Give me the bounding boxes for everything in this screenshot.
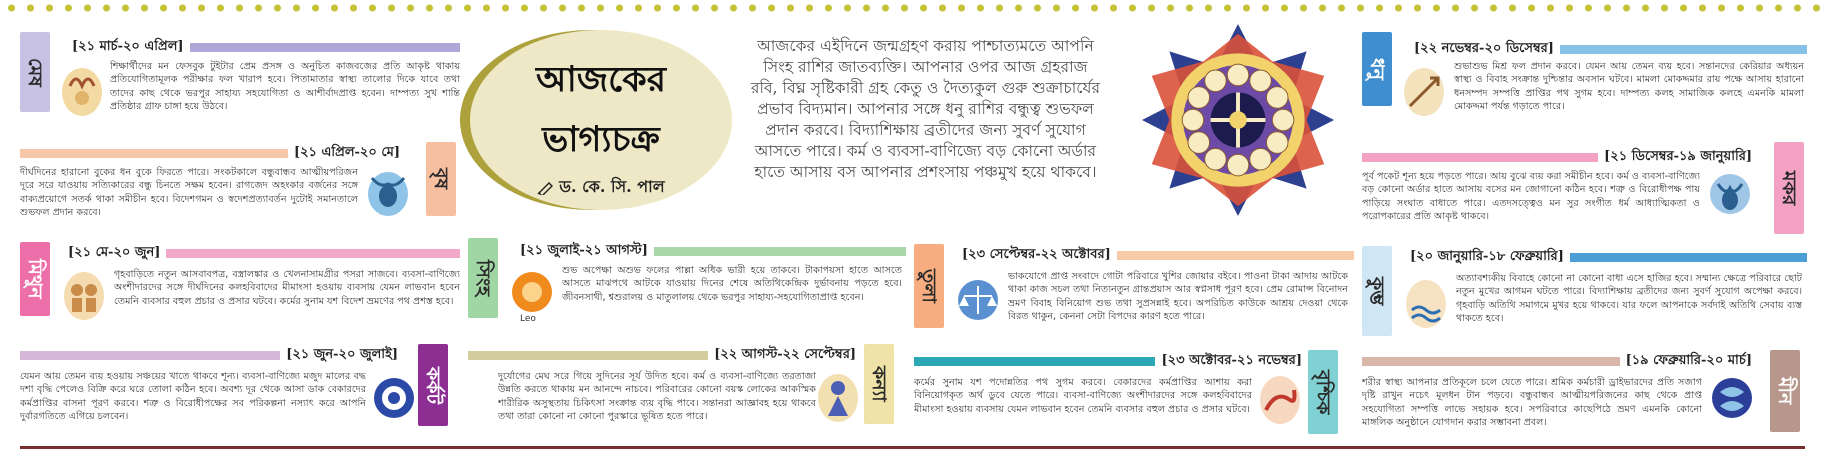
sign-block-scorpio [914, 350, 1354, 442]
twins-icon [60, 268, 108, 324]
crab-icon [370, 372, 418, 428]
sign-tab-scorpio [1308, 350, 1338, 434]
sign-header-pisces [1362, 350, 1752, 372]
sign-name-aquarius: কুম্ভ [1366, 276, 1388, 306]
forecast-text-gemini: গৃহবাড়িতে নতুন আসবাবপত্র, বস্ত্রালঙ্কার ও খেলনাসামগ্রীর পসরা সাজবে। ব্যবসা-বাণিজ্যে অংশীদারদের সঙ্গে দীর্ঘদিনের কলহবিবাদের মীমাংসা হওয়ায় ব্যবসায় যেমন লাভবান হবেন তেমনি ব্যবসার বহুল প্রচার ও প্রসার ঘটবে। কর্মের সুনাম যশ বিদেশ ভ্রমণের পথ প্রশস্ত হবে। [114, 269, 460, 307]
sign-tab-aquarius [1362, 246, 1392, 336]
date-range-cancer: [২১ জুন-২০ জুলাই] [286, 346, 398, 362]
sign-block-pisces [1362, 350, 1807, 442]
sign-tab-gemini [20, 242, 50, 316]
sign-block-sagittarius [1362, 32, 1807, 132]
sign-block-aquarius [1362, 246, 1807, 342]
zodiac-wheel-icon [1140, 22, 1336, 218]
maiden-icon [814, 370, 862, 426]
forecast-text-leo: শুভ অপেক্ষা অশুভ ফলের পাল্লা অধিক ভারী হয়ে তাকবে। টাকাপয়সা হাতে আসতে আসতে মাঝপথে আটকে যাওয়ায় দিনের শেষে অতিথিকেন্দ্রিক দুর্ভাবনায় পড়তে হবে। জীবনসাথী, শ্বশুরালয় ও মাতুলালয় থেকে ভরপুর সাহায্য-সহযোগিতাপ্রাপ্ত হবেন। [562, 265, 902, 303]
sign-block-gemini [20, 242, 460, 338]
forecast-text-pisces: শরীর স্বাস্থ্য আপনার প্রতিকূলে চলে যেতে পারে। শ্রমিক কর্মচারী ড্রাইভারদের প্রতি সজাগ দৃষ্টি রাখুন নচেৎ মূলধন টান পড়বে। বন্ধুবান্ধব আত্মীয়পরিজনের কাছ থেকে প্রাপ্ত সহযোগিতা সম্পত্তি লাভে সহায়ক হবে। সপরিবারে কাছেপিঠে ভ্রমণ এমনকি কোনো মাঙ্গলিক অনুষ্ঠানে যোগদান করার সম্ভাবনা প্রবল। [1362, 377, 1702, 428]
date-range-taurus: [২১ এপ্রিল-২০ মে] [293, 144, 400, 160]
forecast-text-aquarius: অত্যাবশ্যকীয় বিবাহে কোনো না কোনো বাধা এসে হাজির হবে। সম্মান্য ক্ষেত্রে পরিবারে ছোট নতুন মুখের আগমন ঘটতে পারে। বিদ্যাশিক্ষায় ব্রতীদের জন্য সুবর্ণ সুযোগ অপেক্ষা করবে। গৃহবাড়ি অতিথি সমাগমে মুখর হয়ে থাকবে। যার ফলে আপনাকে সর্বদাই অতিথি সেবায় ব্যস্ত থাকতে হবে। [1456, 273, 1802, 324]
forecast-text-capricorn: পূর্ব পকেট শূন্য হয়ে পড়তে পারে। আয় বুঝে ব্যয় করা সমীচীন হবে। কর্ম ও ব্যবসা-বাণিজ্যে বড় কোনো অর্ডার হাতে আসায় বসের মন জোগানো কঠিন হবে। শত্রু ও বিরোধীপক্ষ পায় পাড়িয়ে সংঘাত বাধাতে পারে। এতদসত্ত্বেও মন সুর সংগীত ধর্ম আধ্যাত্মিকতা ও পরোপকারের প্রতি আকৃষ্ট থাকবে। [1362, 171, 1700, 222]
scorpion-icon [1256, 372, 1304, 428]
sign-name-taurus: বৃষ [430, 168, 452, 190]
forecast-text-taurus: দীর্ঘদিনের হারানো বুকের ধন বুকে ফিরতে পারে। সংকটকালে বন্ধুবান্ধব আত্মীয়পরিজন দূরে সরে যাওয়ায় সত্যিকারের বন্ধু চিনতে সক্ষম হবেন। রাগজেদ অহংকার বর্জনের সঙ্গে বাক্যপ্রয়োগে সতর্ক থাকা সমীচীন হবে। বিদেশগমন ও স্বদেশপ্রত্যাবর্তন দুটোই সমানতালে শুভফল প্রদান করবে। [20, 167, 358, 218]
sign-header-virgo [468, 344, 856, 366]
sign-header-aquarius [1410, 246, 1807, 268]
forecast-text-scorpio: কর্মের সুনাম যশ পদোন্নতির পথ সুগম করবে। বেকারদের কর্মপ্রাপ্তির আশায় করা বিনিয়োগকৃত অর্থ ডুবে যেতে পারে। ব্যবসা-বাণিজ্যে অংশীদারদের সঙ্গে কলহবিবাদের মীমাংসা হওয়ায় ব্যবসায় যেমন লাভবান হবেন তেমনি ব্যবসার বহুল প্রচার ও প্রসার ঘটবে। [914, 377, 1252, 415]
forecast-text-sagittarius: শুভাশুভ মিশ্র ফল প্রদান করবে। যেমন আয় তেমন ব্যয় হবে। সন্তানদের কেরিয়ার অধ্যয়ন স্বাস্থ্য ও বিবাহ সংক্রান্ত দুশ্চিন্তার অবসান ঘটবে। মামলা মোকদ্দমার রায় পক্ষে আসায় হারানো ধনসম্পদ সম্পত্তি প্রাপ্তির পথ সুগম হবে। দাম্পত্য কলহ সামাজিক কলহে এমনকি মামলা মোকদ্দমা পর্যন্ত গড়াতে পারে। [1454, 61, 1804, 112]
forecast-text-virgo: দুর্যোগের মেঘ সরে গিয়ে সুদিনের সূর্য উদিত হবে। কর্ম ও ব্যবসা-বাণিজ্যে তরতাজা উন্নতি করতে থাকায় মন আনন্দে নাচবে। পরিবারের কোনো বয়স্ক লোকের আকস্মিক শারীরিক অসুস্থতায় চিকিৎসা সংক্রান্ত ব্যয় বৃদ্ধি পাবে। সন্তানরা আজ্ঞাবহ হয়ে থাকবে তথা তারা কোনো না কোনো পুরস্কারে ভূষিত হতে পারে। [498, 371, 816, 422]
forecast-text-libra: ভাকযোগে প্রাপ্ত সংবাদে গোটা পরিবারে খুশির জোয়ার বইবে। পাওনা টাকা আদায় আটকে থাকা কাজ সচল তথা নিত্যনতুন গ্রান্তপ্রয়াস আর স্বপ্নসাধ পূরণ হবে। প্রেম রোমান্স বিনোদন ভ্রমণ বিবাহ বিনিয়োগ শুভ তথা সুপ্রসন্নাই হবে। অপরিচিত কাউকে আশ্রয় দেওয়া থেকে বিরত থাকুন, কেননা সেটা বিপদের কারণ হতে পারে। [1008, 271, 1348, 322]
sign-tab-sagittarius [1362, 32, 1392, 106]
sign-tab-aries [20, 32, 50, 112]
sign-header-aries [72, 36, 460, 58]
scales-icon [954, 274, 1002, 330]
archer-icon [1400, 64, 1448, 120]
bottom-rule [20, 446, 1805, 449]
bull-icon [364, 164, 412, 220]
sign-tab-cancer [418, 344, 448, 426]
title-line-1: আজকের [536, 59, 666, 100]
title-circle [470, 30, 732, 210]
sign-tab-virgo [864, 344, 894, 424]
sign-header-libra [962, 244, 1354, 266]
sign-header-cancer [20, 344, 398, 366]
sign-block-cancer [20, 344, 460, 442]
top-dot-border [2, 1, 1825, 15]
sign-name-gemini: মিথুন [24, 259, 46, 299]
sign-block-virgo [468, 344, 906, 442]
sign-name-sagittarius: ধনু [1366, 58, 1388, 80]
date-range-aries: [২১ মার্চ-২০ এপ্রিল] [72, 38, 184, 54]
date-range-aquarius: [২০ জানুয়ারি-১৮ ফেব্রুয়ারি] [1410, 248, 1564, 264]
sign-block-leo [468, 238, 906, 334]
date-range-gemini: [২১ মে-২০ জুন] [68, 244, 161, 260]
sign-name-aries: মেষ [24, 57, 46, 87]
sign-tab-capricorn [1774, 142, 1804, 234]
author-name: ড. কে. সি. পাল [559, 177, 665, 196]
ram-icon [58, 64, 106, 120]
author-byline [470, 174, 732, 201]
date-range-capricorn: [২১ ডিসেম্বর-১৯ জানুয়ারি] [1604, 148, 1752, 164]
forecast-text-aries: শিক্ষার্থীদের মন ফেসবুক টুইটার প্রেম প্রসঙ্গ ও অনুচিত কাজবজের প্রতি আকৃষ্ট থাকায় প্রতিযোগিতামূলক পরীক্ষার ফল খারাপ হবে। পিতামাতার স্বাস্থ্য তালোর দিকে যাবে তথা তাদের কাছ থেকে ভরপুর সাহায্য সহযোগিতা ও আশীর্বাদপ্রাপ্ত হবেন। দাম্পত্য সুখ শান্তি প্রতিষ্ঠার গ্রাফ চাঙ্গা হয়ে উঠবে। [110, 61, 460, 112]
sign-tab-taurus [426, 142, 456, 216]
sign-block-capricorn [1362, 142, 1807, 238]
sign-tab-libra [914, 244, 944, 328]
sign-header-taurus [20, 142, 400, 164]
date-range-libra: [২৩ সেপ্টেম্বর-২২ অক্টোবর] [962, 246, 1111, 262]
date-range-sagittarius: [২২ নভেম্বর-২০ ডিসেম্বর] [1414, 40, 1554, 56]
intro-paragraph: আজকের এইদিনে জন্মগ্রহণ করায় পাশ্চাত্যমতে আপনি সিংহ রাশির জাতব্যক্তি। আপনার ওপর আজ গ্রহরাজ রবি, বিঘ্ন সৃষ্টিকারী গ্রহ কেতু ও দৈত্যকুল গুরু শুক্রাচার্যের প্রভাব বিদ্যমান। আপনার সঙ্গে ধনু রাশির বন্ধুত্ব শুভফল প্রদান করবে। বিদ্যাশিক্ষায় ব্রতীদের জন্য সুবর্ণ সুযোগ আসতে পারে। কর্ম ও ব্যবসা-বাণিজ্যে বড় কোনো অর্ডার হাতে আসায় বস আপনার প্রশংসায় পঞ্চমুখ হয়ে থাকবে। [750, 37, 1101, 181]
sign-header-sagittarius [1414, 38, 1807, 60]
sign-name-pisces: মীন [1774, 377, 1796, 405]
date-range-virgo: [২২ আগস্ট-২২ সেপ্টেম্বর] [714, 346, 856, 362]
date-range-leo: [২১ জুলাই-২১ আগস্ট] [520, 242, 648, 258]
lion-icon-label: Leo [520, 314, 536, 324]
sign-name-leo: সিংহ [472, 259, 494, 297]
water-bearer-icon [1402, 276, 1450, 332]
sign-tab-pisces [1770, 350, 1800, 432]
date-range-scorpio: [২৩ অক্টোবর-২১ নভেম্বর] [1161, 352, 1302, 368]
sign-name-virgo: কন্যা [868, 366, 890, 402]
sign-block-libra [914, 244, 1354, 336]
sign-header-gemini [68, 242, 460, 264]
forecast-text-cancer: যেমন আয় তেমন ব্যয় হওয়ায় সঞ্চয়ের খাতে থাকবে শূন্য। ব্যবসা-বাণিজ্যে মজুদ মালের বদ্ধ দশা বৃদ্ধি পেলেও বিক্রি করে ঘরে তোলা কঠিন হবে। অবশ্য দূর থেকে আসা ডাক বেকারদের কর্মপ্রাপ্তির বাসনা পূরণ করবে। শত্রু ও বিরোধীপক্ষের সব পরিকল্পনা নস্যাৎ করে আপনি দুর্বারগতিতে এগিয়ে চলবেন। [20, 371, 366, 422]
sign-name-cancer: কর্কট [422, 366, 444, 404]
pen-icon [537, 181, 555, 195]
sign-block-aries [20, 32, 460, 132]
title-line-2: ভাগ্যচক্র [542, 119, 660, 160]
goat-icon [1706, 168, 1754, 224]
sign-header-leo [520, 240, 906, 262]
date-range-pisces: [১৯ ফেব্রুয়ারি-২০ মার্চ] [1625, 352, 1752, 368]
sign-header-scorpio [914, 350, 1302, 372]
sign-name-scorpio: বৃশ্চিক [1312, 369, 1334, 415]
sign-name-libra: তুলা [918, 269, 940, 303]
sign-block-taurus [20, 142, 460, 234]
sign-tab-leo [468, 238, 498, 318]
sign-header-capricorn [1362, 146, 1752, 168]
fish-icon [1708, 372, 1756, 428]
sign-name-capricorn: মকর [1778, 170, 1800, 206]
